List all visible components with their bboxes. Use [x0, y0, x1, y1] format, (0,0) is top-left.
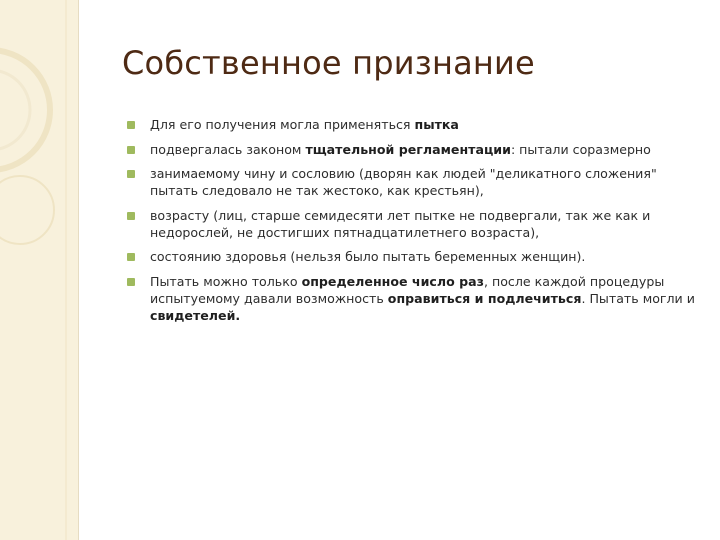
slide-title: Собственное признание [122, 44, 535, 82]
bullet-item: Для его получения могла применяться пытка [126, 116, 696, 133]
bullet-marker-icon [127, 146, 135, 154]
bullet-item: возрасту (лиц, старше семидесяти лет пытке не подвергали, так же как и недорослей, не достигших пятнадцатилетнего возраста), [126, 207, 696, 241]
bullet-item: занимаемому чину и сословию (дворян как людей "деликатного сложения" пытать следовало не так жестоко, как крестьян), [126, 165, 696, 199]
bullet-list [126, 116, 696, 331]
bullet-item: подвергалась законом тщательной регламентации: пытали соразмерно [126, 141, 696, 158]
decorative-circles [0, 0, 78, 540]
bullet-marker-icon [127, 253, 135, 261]
bullet-marker-icon [127, 278, 135, 286]
bullet-item: состоянию здоровья (нельзя было пытать беременных женщин). [126, 248, 696, 265]
bullet-marker-icon [127, 121, 135, 129]
bullet-item: Пытать можно только определенное число раз, после каждой процедуры испытуемому давали возможность оправиться и подлечиться. Пытать могли и свидетелей. [126, 273, 696, 324]
decorative-side-band [0, 0, 79, 540]
bullet-marker-icon [127, 212, 135, 220]
bullet-marker-icon [127, 170, 135, 178]
